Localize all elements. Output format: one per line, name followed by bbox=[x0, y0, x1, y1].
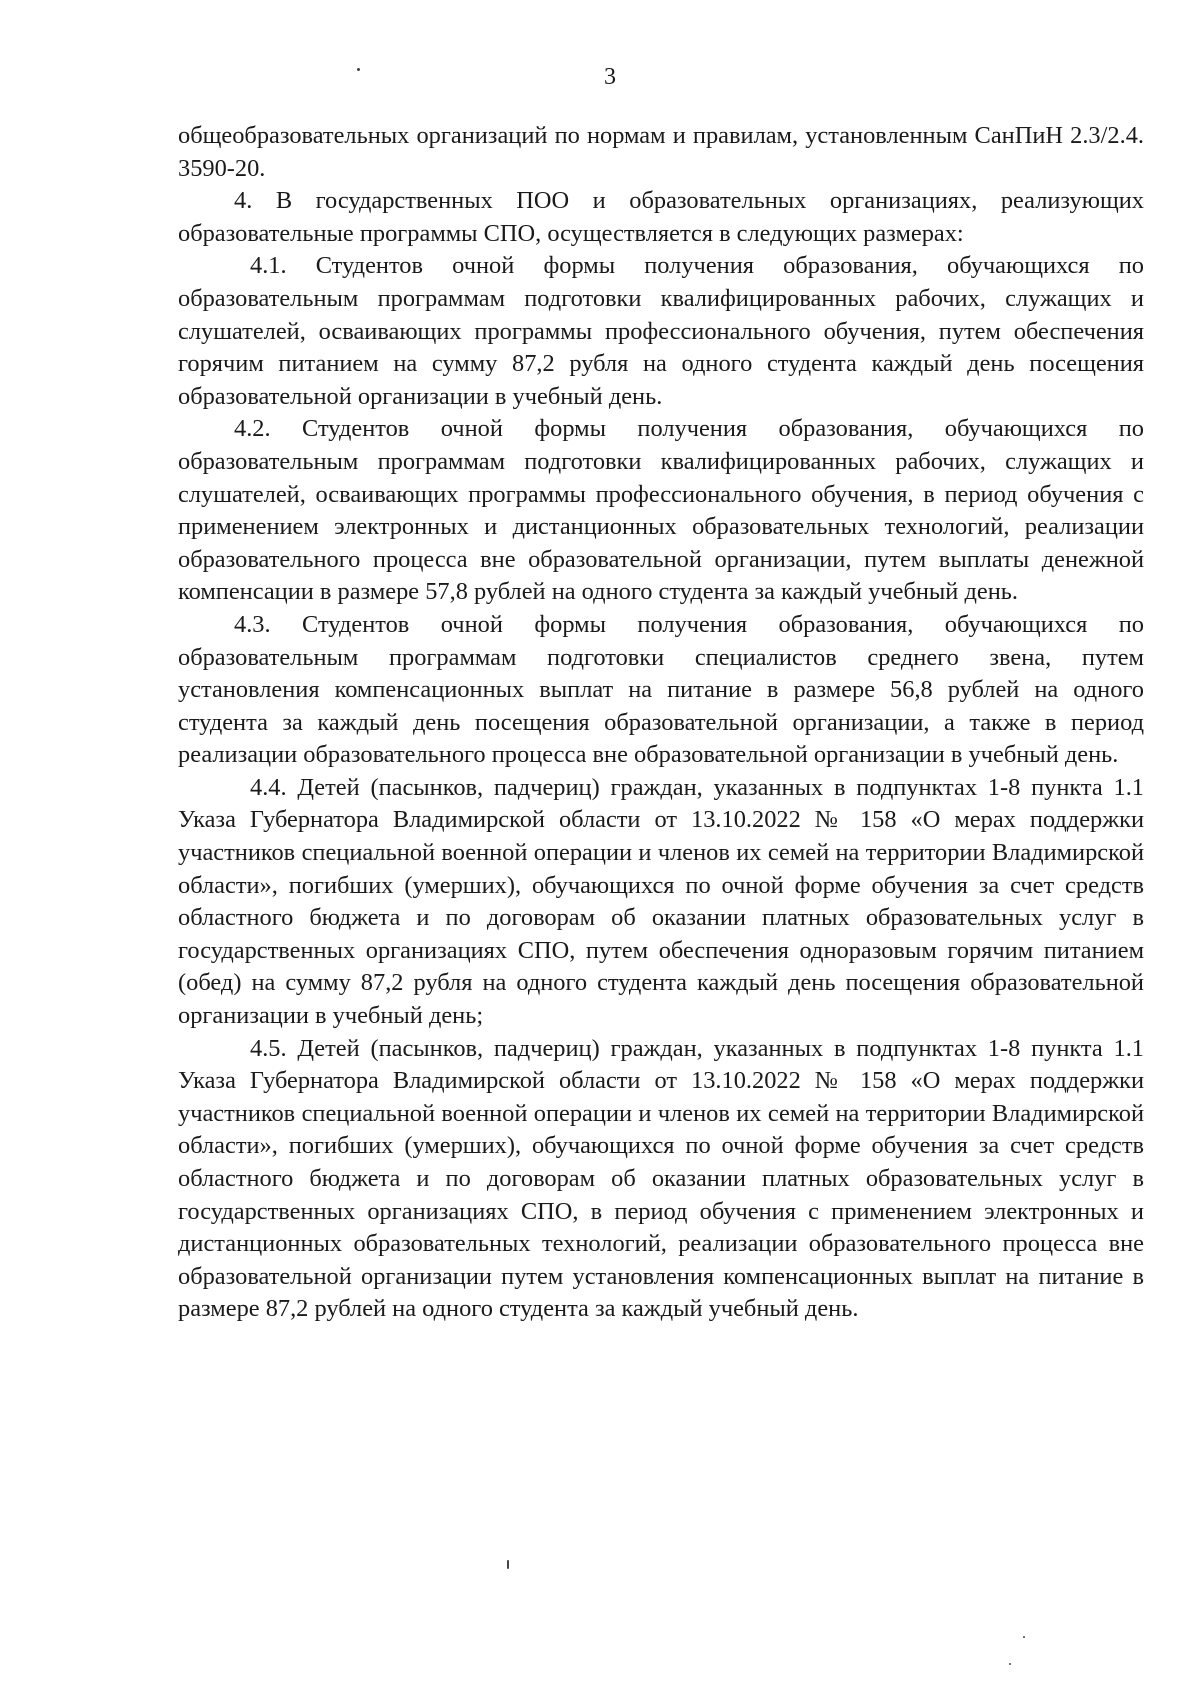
scan-speck bbox=[1009, 1663, 1011, 1665]
page-number: 3 bbox=[604, 64, 616, 90]
paragraph-item-4-1: 4.1. Студентов очной формы получения образования, обучающихся по образовательным программам подготовки квалифицированных рабочих, служащих и слушателей, осваивающих программы профессионального обучения, путем обеспечения горячим питанием на сумму 87,2 рубля на одного студента каждый день посещения образовательной организации в учебный день. bbox=[178, 252, 1144, 410]
paragraph-item-4-5: 4.5. Детей (пасынков, падчериц) граждан, указанных в подпунктах 1-8 пункта 1.1 Указа Губернатора Владимирской области от 13.10.2022 № 158 «О мерах поддержки участников специальной военной операции и членов их семей на территории Владимирской области», погибших (умерших), обучающихся по очной форме обучения за счет средств областного бюджета и по договорам об оказании платных образовательных услуг в государственных организациях СПО, в период обучения с применением электронных и дистанционных образовательных технологий, реализации образовательного процесса вне образовательной организации путем установления компенсационных выплат на питание в размере 87,2 рублей на одного студента за каждый учебный день. bbox=[178, 1034, 1144, 1323]
paragraph-item-4-3: 4.3. Студентов очной формы получения образования, обучающихся по образовательным программам подготовки специалистов среднего звена, путем установления компенсационных выплат на питание в размере 56,8 рублей на одного студента за каждый день посещения образовательной организации, а также в период реализации образовательного процесса вне образовательной организации в учебный день. bbox=[178, 610, 1144, 769]
paragraph-item-4: 4. В государственных ПОО и образовательных организациях, реализующих образовательные программы СПО, осуществляется в следующих размерах: bbox=[178, 187, 1144, 247]
paragraph-item-4-2: 4.2. Студентов очной формы получения образования, обучающихся по образовательным программам подготовки квалифицированных рабочих, служащих и слушателей, осваивающих программы профессионального обучения, в период обучения с применением электронных и дистанционных образовательных технологий, реализации образовательного процесса вне образовательной организации, путем выплаты денежной компенсации в размере 57,8 рублей на одного студента за каждый учебный день. bbox=[178, 415, 1144, 606]
paragraph-continuation: общеобразовательных организаций по нормам и правилам, установленным СанПиН 2.3/2.4. 3590-20. bbox=[178, 122, 1144, 182]
scan-speck bbox=[1023, 1636, 1025, 1638]
paragraph-item-4-4: 4.4. Детей (пасынков, падчериц) граждан, указанных в подпунктах 1-8 пункта 1.1 Указа Губернатора Владимирской области от 13.10.2022 № 158 «О мерах поддержки участников специальной военной операции и членов их семей на территории Владимирской области», погибших (умерших), обучающихся по очной форме обучения за счет средств областного бюджета и по договорам об оказании платных образовательных услуг в государственных организациях СПО, путем обеспечения одноразовым горячим питанием (обед) на сумму 87,2 рубля на одного студента каждый день посещения образовательной организации в учебный день; bbox=[178, 773, 1144, 1030]
scan-speck bbox=[357, 68, 360, 71]
scan-speck bbox=[507, 1560, 509, 1569]
document-body bbox=[178, 120, 1144, 1326]
